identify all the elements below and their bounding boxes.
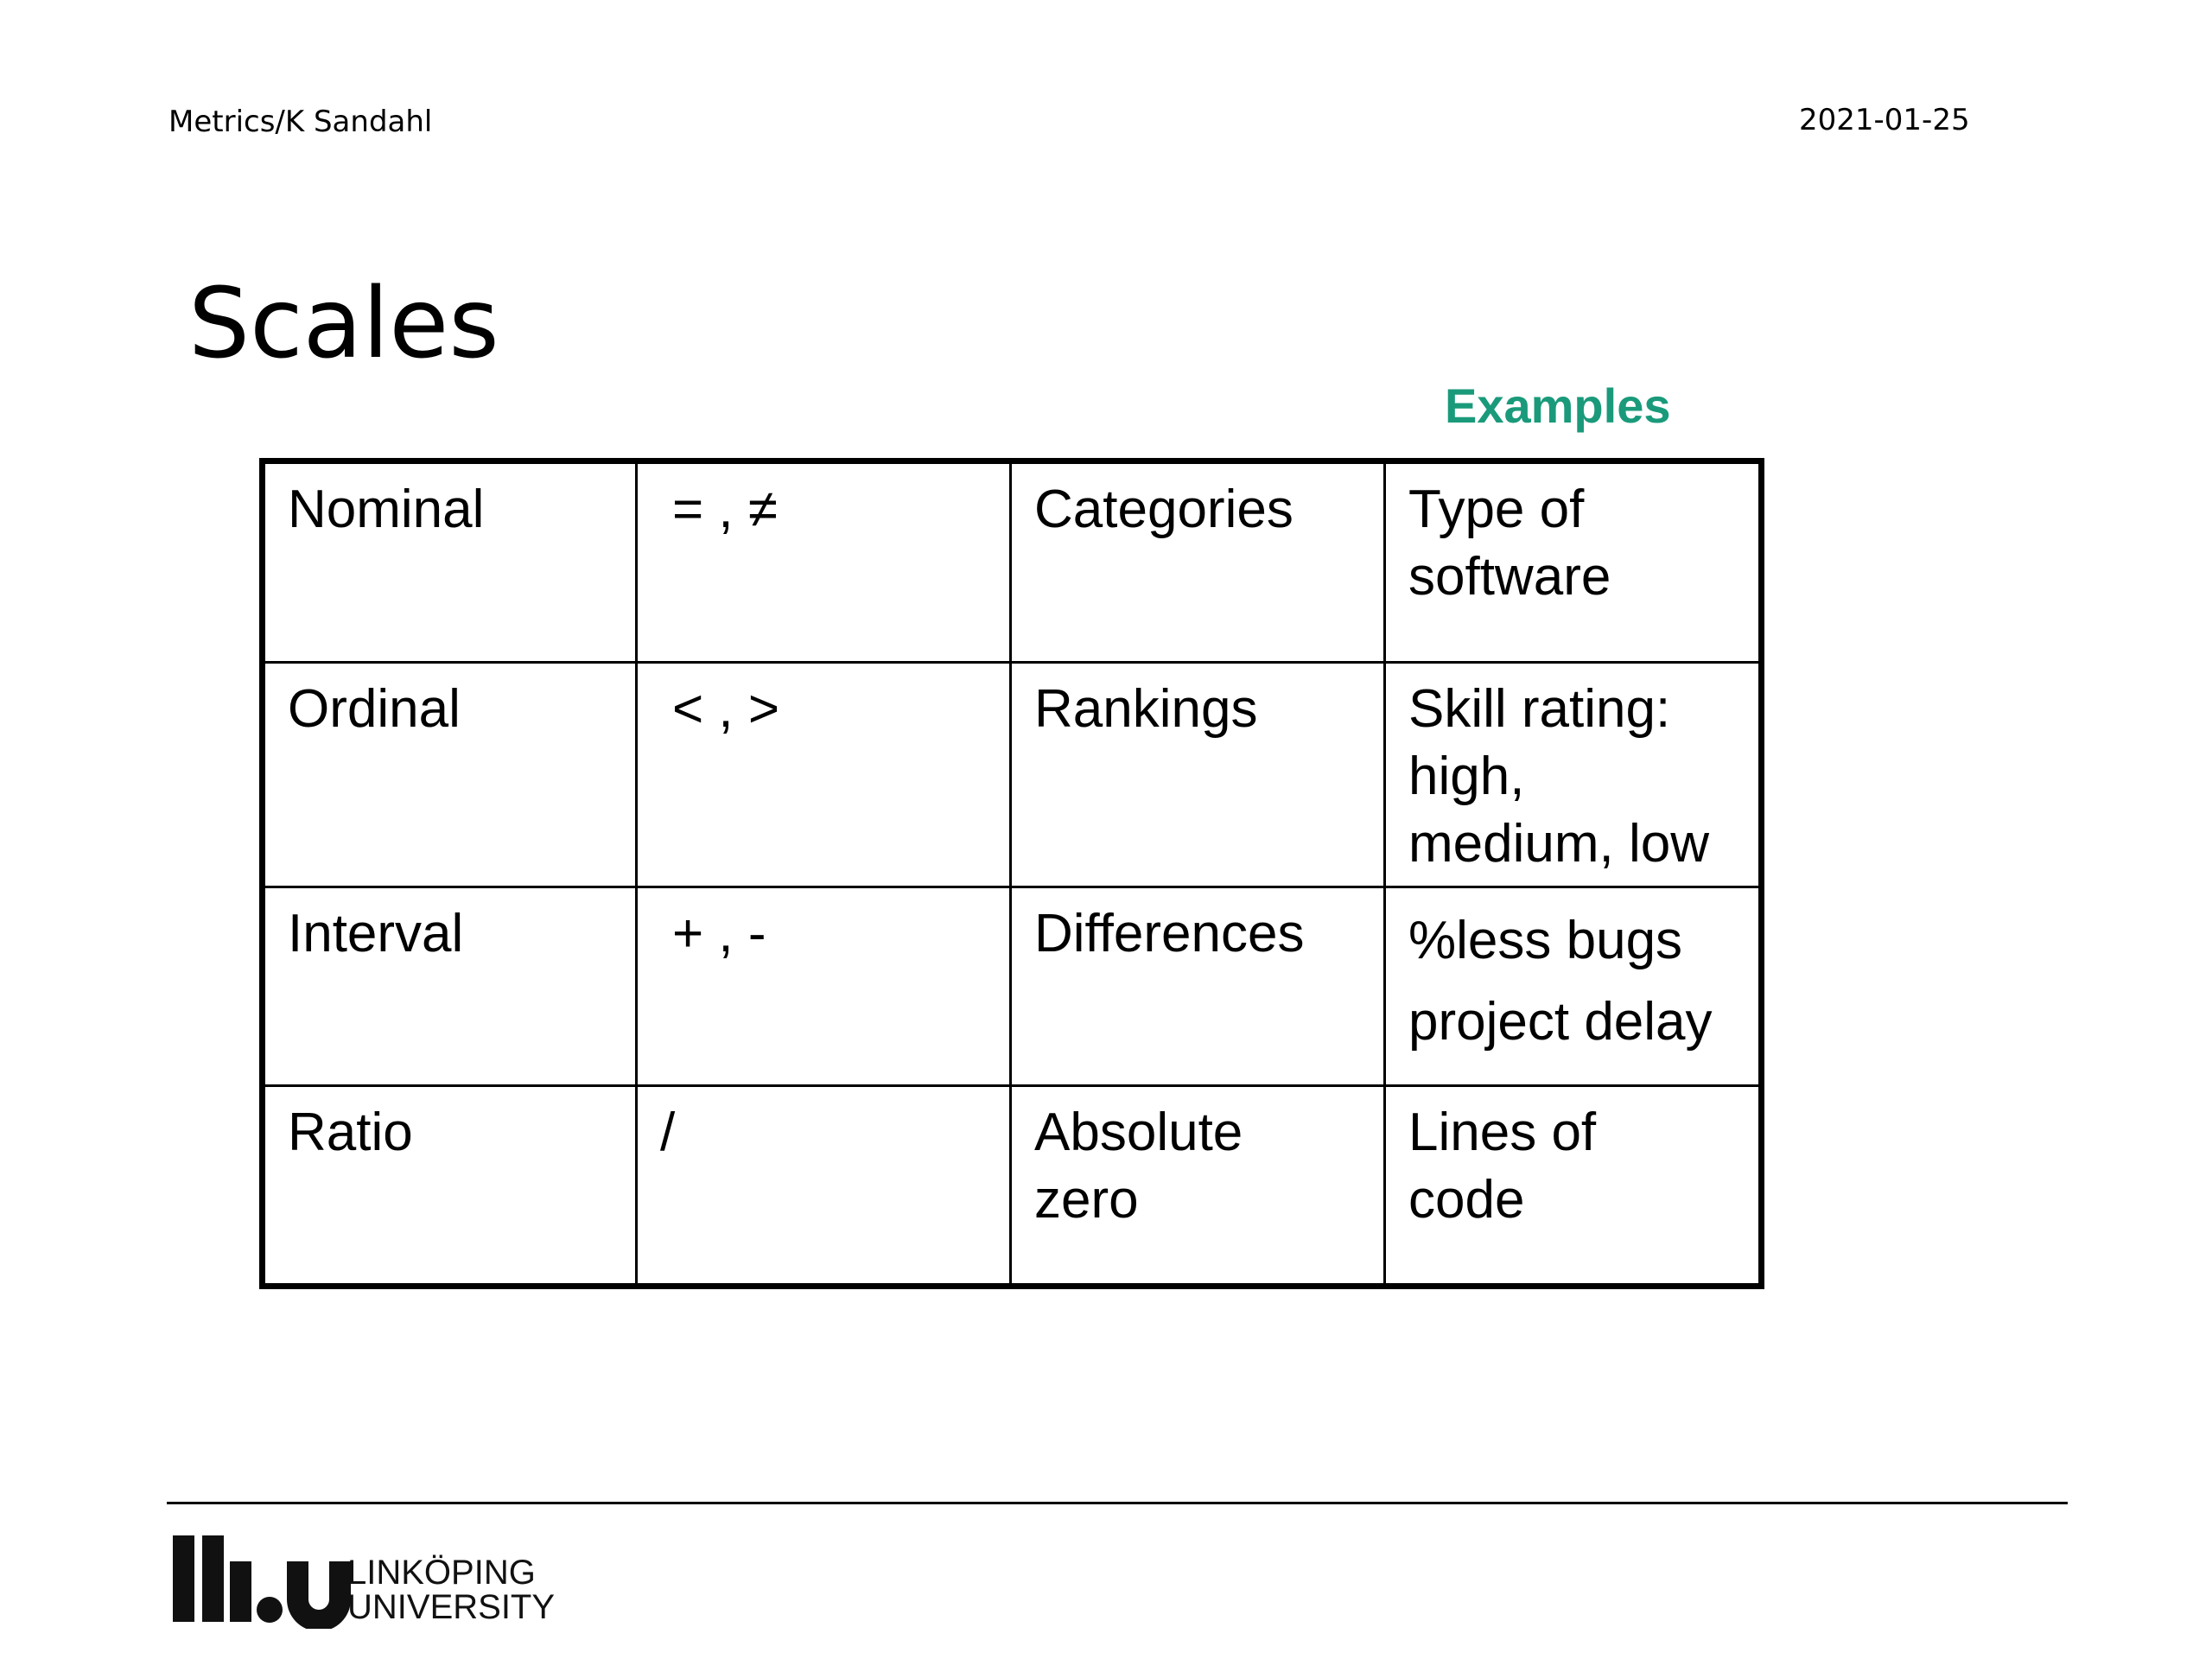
scale-name: Ratio bbox=[288, 1103, 413, 1162]
operations-cell bbox=[637, 461, 1011, 663]
scale-name-cell bbox=[263, 663, 637, 887]
meaning: Differences bbox=[1034, 904, 1305, 963]
operations: < , > bbox=[672, 679, 780, 739]
operations-cell bbox=[637, 887, 1011, 1086]
example-cell bbox=[1385, 1086, 1762, 1287]
examples-label: Examples bbox=[1445, 378, 1671, 433]
operations: / bbox=[660, 1103, 676, 1162]
meaning-cell bbox=[1011, 461, 1385, 663]
scale-name: Nominal bbox=[288, 480, 485, 539]
scale-name: Interval bbox=[288, 904, 464, 963]
meaning-cell bbox=[1011, 1086, 1385, 1287]
scale-name-cell bbox=[263, 887, 637, 1086]
scale-name-cell bbox=[263, 461, 637, 663]
meaning: Rankings bbox=[1034, 679, 1258, 739]
operations-cell bbox=[637, 1086, 1011, 1287]
example: Lines of code bbox=[1408, 1103, 1597, 1230]
meaning-cell bbox=[1011, 663, 1385, 887]
table-row bbox=[263, 1086, 1762, 1287]
table-row bbox=[263, 887, 1762, 1086]
meaning-cell bbox=[1011, 887, 1385, 1086]
example: Skill rating: high, medium, low bbox=[1408, 679, 1709, 874]
example: %less bugs project delay bbox=[1408, 911, 1713, 1052]
logo-line2: UNIVERSITY bbox=[347, 1588, 556, 1626]
table-row bbox=[263, 461, 1762, 663]
logo-line1: LINKÖPING bbox=[347, 1554, 536, 1592]
example-cell bbox=[1385, 887, 1762, 1086]
example-cell bbox=[1385, 461, 1762, 663]
footer-divider bbox=[167, 1502, 2068, 1504]
example-cell bbox=[1385, 663, 1762, 887]
logo-wordmark bbox=[347, 1555, 555, 1624]
example: Type of software bbox=[1408, 480, 1611, 607]
meaning: Categories bbox=[1034, 480, 1294, 539]
header-date: 2021-01-25 bbox=[1799, 103, 1970, 137]
table-row bbox=[263, 663, 1762, 887]
operations: + , - bbox=[672, 904, 766, 963]
slide-title: Scales bbox=[188, 268, 499, 380]
scale-name: Ordinal bbox=[288, 679, 461, 739]
operations-cell bbox=[637, 663, 1011, 887]
scales-table bbox=[259, 458, 1764, 1289]
scale-name-cell bbox=[263, 1086, 637, 1287]
operations: = , ≠ bbox=[672, 480, 778, 539]
header-course-author: Metrics/K Sandahl bbox=[168, 105, 433, 139]
meaning: Absolute zero bbox=[1034, 1103, 1243, 1230]
